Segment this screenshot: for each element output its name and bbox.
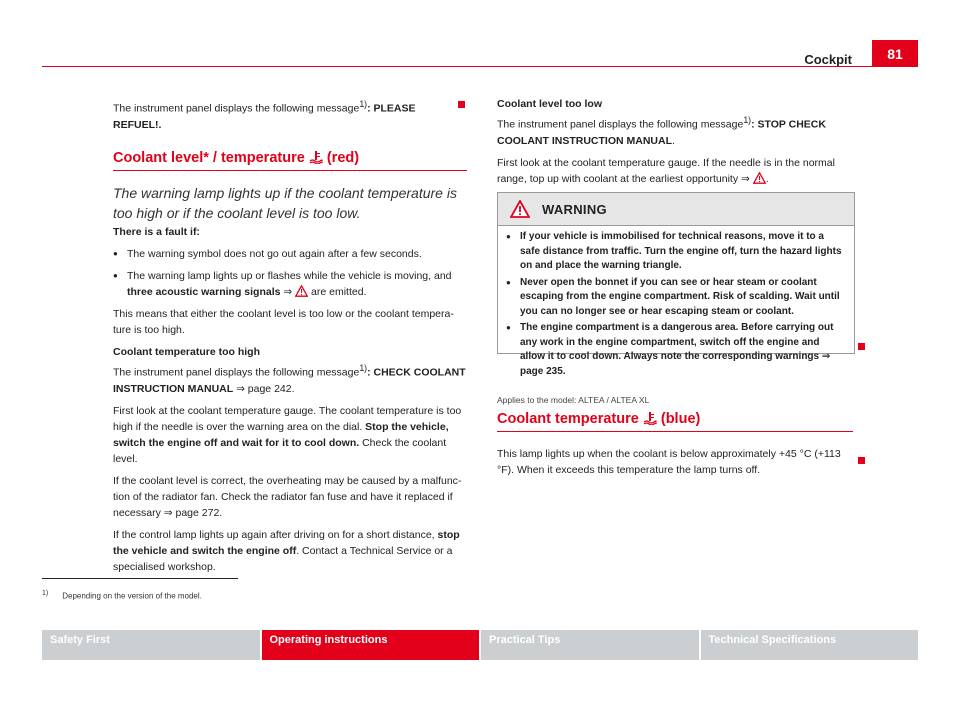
footnote-ref: 1) [359,363,368,373]
warning-item: ● Never open the bonnet if you can see or hear steam or coolant escaping from the engine compartment. Risk of scalding. Wait until you can no longer see or hear escaping steam or coolant. [506,276,846,320]
footnote-ref: 1) [743,115,752,125]
low-gauge-end: . [765,172,769,185]
again-text: If the control lamp lights up again after driving on for a short distance, [113,528,435,541]
high-text: The instrument panel displays the following message [113,366,360,379]
blue-paragraph: This lamp lights up when the coolant is below approximately +45 °C (+113 °F). When it exceeds this temperature the lamp turns off. [497,448,841,476]
left-body [113,224,467,581]
tab-practical-tips[interactable]: Practical Tips [481,630,699,660]
warning-triangle-icon [510,200,530,218]
bullet-item: ● The warning symbol does not go out again after a few seconds. [113,246,467,262]
refuel-paragraph [113,96,465,133]
coolant-temperature-icon [309,150,323,164]
intro-text: The instrument panel displays the following message [113,102,360,115]
footnote-text: Depending on the version of the model. [62,591,202,601]
section-title-text: Coolant temperature [497,411,639,427]
low-paragraph [497,112,853,149]
low-message: : STOP CHECK COOLANT INSTRUCTION MANUAL [497,118,826,147]
footnote-ref: 1) [359,99,368,109]
fault-heading-text: There is a fault if: [113,226,200,238]
footnote [42,590,202,601]
high-paragraph [113,360,467,397]
fault-heading [113,224,467,240]
warning-triangle-icon[interactable] [753,172,766,184]
section-end-mark [858,343,865,350]
low-heading [497,96,853,112]
coolant-temperature-icon [643,411,657,425]
high-heading-text: Coolant temperature too high [113,346,260,358]
bullet-text: The warning lamp lights up or flashes while the vehicle is moving, and [127,270,452,282]
footnote-rule [42,578,238,579]
section-title-coolant-blue [497,411,853,432]
bullet-text-end: are emitted. [311,286,367,298]
high-heading [113,344,467,360]
bullet-bold: three acoustic warning signals [127,286,281,298]
tab-operating-instructions[interactable]: Operating instructions [262,630,480,660]
page-number: 81 [872,40,918,66]
warning-item: ● The engine compartment is a dangerous area. Before carrying out any work in the engine compartment, switch off the engine and allow it to cool down. Always note the corresponding warnings ⇒ page 235. [506,321,846,379]
section-end-mark [458,101,465,108]
warning-body [498,226,854,379]
warning-box [497,192,855,377]
warning-header [498,193,854,226]
warning-title: WARNING [542,201,607,217]
page-link[interactable]: ⇒ page 242. [236,382,295,395]
fan-paragraph: If the coolant level is correct, the overheating may be caused by a malfunction of the radiator fan. Check the radiator fan fuse and have it replaced if necessary ⇒ page 272. [113,474,462,519]
coolant-blue-section [497,395,853,478]
section-tabs [42,630,918,660]
low-gauge-text: First look at the coolant temperature gauge. If the needle is in the normal range, top up with coolant at the earliest opportunity ⇒ [497,156,835,185]
gauge-paragraph [113,403,467,467]
footnote-mark: 1) [42,590,49,597]
section-title-coolant-red [113,150,467,171]
again-paragraph [113,527,467,575]
section-title-color: (red) [326,150,360,166]
applies-label: Applies to the model: ALTEA / ALTEA XL [497,395,650,405]
low-heading-text: Coolant level too low [497,98,603,110]
section-title-text: Coolant level* / temperature [113,150,305,166]
means-paragraph: This means that either the coolant level is too low or the coolant temperature is too high. [113,308,454,336]
right-column [497,96,853,193]
section-end-mark [858,457,865,464]
section-title-color: (blue) [660,411,701,427]
tab-safety-first[interactable]: Safety First [42,630,260,660]
refuel-message: : PLEASE REFUEL!. [113,102,416,131]
arrow-symbol: ⇒ [283,286,293,298]
low-text: The instrument panel displays the following message [497,118,744,131]
coolant-red-section [113,150,467,223]
left-column [113,96,465,139]
chapter-title: Cockpit [804,52,852,67]
again-text-end: . Contact a Technical Service or a specialised workshop. [113,544,453,573]
low-gauge-paragraph [497,155,853,187]
warning-triangle-icon[interactable] [295,285,308,297]
gauge-text-end: Check the coolant level. [113,436,447,465]
header-rule [42,66,918,67]
gauge-bold: Stop the vehicle, switch the engine off and wait for it to cool down. [113,420,449,449]
again-bold: stop the vehicle and switch the engine off [113,528,460,557]
gauge-text: First look at the coolant temperature gauge. The coolant temperature is too high if the needle is over the warning area on the dial. [113,404,462,433]
tab-technical-specifications[interactable]: Technical Specifications [701,630,919,660]
warning-item: ● If your vehicle is immobilised for technical reasons, move it to a safe distance from traffic. Turn the engine off, turn the hazard lights on and place the warning triangle. [506,230,846,274]
low-message-end: . [671,134,675,147]
bullet-item [113,268,467,300]
lead-text: The warning lamp lights up if the coolant temperature is too high or if the coolant level is too low. [113,185,457,221]
high-message: : CHECK COOLANT INSTRUCTION MANUAL [113,366,466,395]
